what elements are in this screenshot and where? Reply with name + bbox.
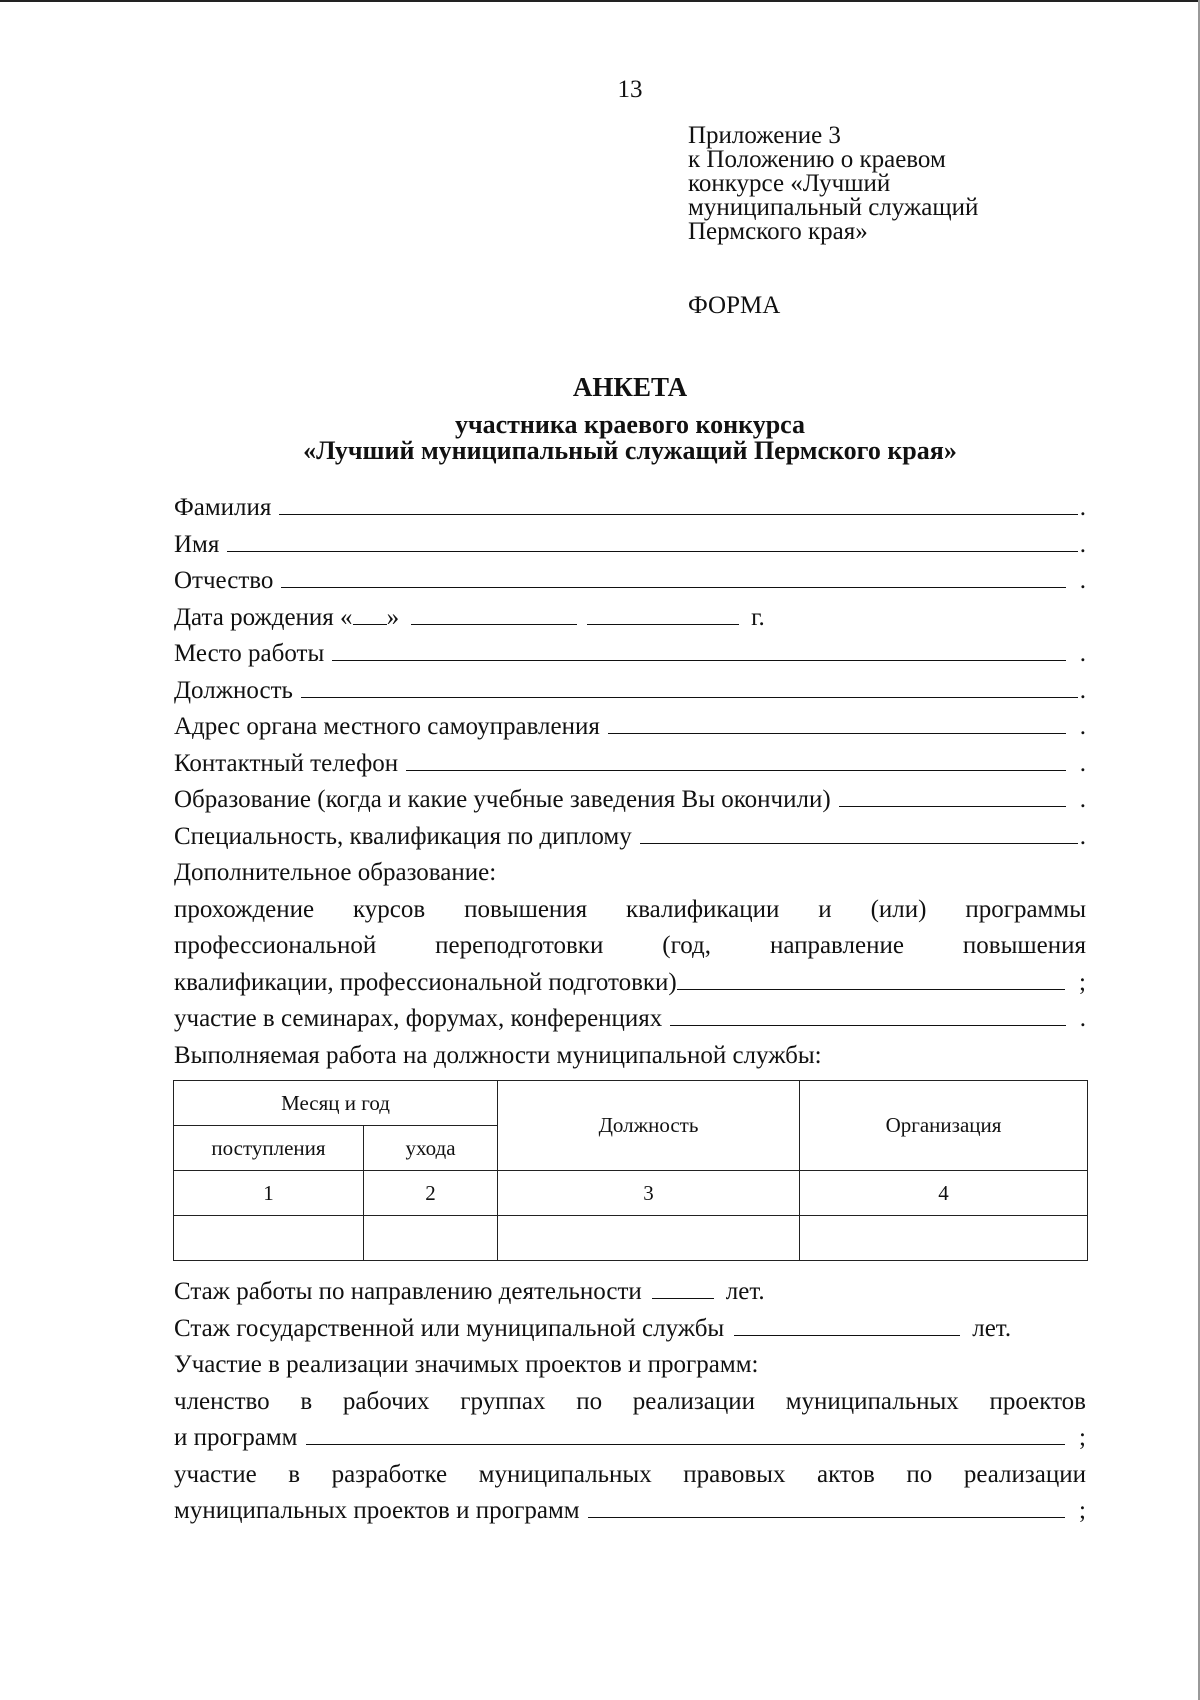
- development-text: [174, 1457, 1086, 1494]
- field-membership[interactable]: [174, 1420, 1086, 1457]
- punct: .: [1079, 494, 1086, 521]
- field-label: Дата рождения «: [174, 603, 353, 631]
- courses-line-3: квалификации, профессиональной подготовки): [174, 968, 677, 996]
- field-patronymic[interactable]: [174, 563, 1086, 600]
- fill-line[interactable]: [281, 565, 1065, 588]
- appendix-note: [688, 124, 1138, 244]
- fill-line[interactable]: [670, 1003, 1065, 1026]
- header-month-year: Месяц и год: [174, 1081, 498, 1126]
- table-cell-empty[interactable]: [364, 1216, 498, 1261]
- table-cell-empty[interactable]: [800, 1216, 1088, 1261]
- appendix-line: конкурсе «Лучший: [688, 170, 891, 197]
- field-label: Стаж работы по направлению деятельности: [174, 1278, 642, 1305]
- field-label: Контактный телефон: [174, 749, 399, 777]
- punct: ;: [1079, 1424, 1086, 1451]
- field-experience-service[interactable]: [174, 1311, 1086, 1348]
- courses-text: [174, 892, 1086, 929]
- fill-line[interactable]: [640, 821, 1078, 844]
- field-seminars[interactable]: [174, 1001, 1086, 1038]
- fill-line[interactable]: [734, 1313, 960, 1336]
- courses-text: [174, 928, 1086, 965]
- field-label: Образование (когда и какие учебные заведения Вы окончили): [174, 786, 831, 813]
- development-line-2: муниципальных проектов и программ: [174, 1497, 580, 1524]
- year-suffix: г.: [751, 603, 765, 631]
- field-education[interactable]: [174, 782, 1086, 819]
- fill-line[interactable]: [608, 711, 1066, 734]
- punct: .: [1079, 786, 1086, 813]
- membership-line-2: и программ: [174, 1424, 298, 1451]
- column-number: 1: [174, 1171, 364, 1216]
- subtitle-line-1: участника краевого конкурса: [454, 410, 806, 439]
- work-performed-heading: [174, 1038, 1086, 1075]
- table-cell-empty[interactable]: [498, 1216, 800, 1261]
- table-cell-empty[interactable]: [174, 1216, 364, 1261]
- fill-line[interactable]: [227, 529, 1077, 552]
- column-number: 3: [498, 1171, 800, 1216]
- month-blank[interactable]: [411, 602, 577, 625]
- field-label: Отчество: [174, 567, 274, 594]
- fill-line[interactable]: [306, 1422, 1066, 1445]
- field-label: Адрес органа местного самоуправления: [174, 713, 600, 740]
- fill-line[interactable]: [279, 492, 1077, 515]
- punct: .: [1079, 567, 1086, 594]
- punct: .: [1079, 713, 1086, 740]
- form-label: ФОРМА: [688, 292, 781, 319]
- field-label: Должность: [174, 676, 293, 704]
- fill-line[interactable]: [332, 638, 1065, 661]
- appendix-line: к Положению о краевом: [688, 146, 946, 173]
- additional-education-heading: [174, 855, 1086, 892]
- membership-line-1: членство в рабочих группах по реализации муниципальных проектов: [174, 1387, 1086, 1415]
- fill-line[interactable]: [588, 1495, 1065, 1518]
- years-suffix: лет.: [972, 1314, 1012, 1342]
- fill-line[interactable]: [406, 748, 1066, 771]
- fill-line[interactable]: [301, 675, 1078, 698]
- field-position[interactable]: [174, 673, 1086, 710]
- membership-text: [174, 1384, 1086, 1421]
- field-label: Участие в реализации значимых проектов и программ:: [174, 1351, 759, 1378]
- punct: .: [1079, 749, 1086, 777]
- field-workplace[interactable]: [174, 636, 1086, 673]
- day-blank[interactable]: [353, 602, 387, 625]
- fill-line[interactable]: [652, 1276, 714, 1299]
- appendix-line: муниципальный служащий: [688, 194, 979, 221]
- year-blank[interactable]: [587, 602, 739, 625]
- header-leave: ухода: [364, 1126, 498, 1171]
- header-organization: Организация: [800, 1081, 1088, 1171]
- field-phone[interactable]: [174, 746, 1086, 783]
- work-history-table: [173, 1080, 1088, 1261]
- field-label: Выполняемая работа на должности муниципальной службы:: [174, 1041, 822, 1069]
- field-label: Специальность, квалификация по диплому: [174, 822, 632, 850]
- field-address[interactable]: [174, 709, 1086, 746]
- field-label: Имя: [174, 530, 220, 558]
- column-number: 2: [364, 1171, 498, 1216]
- quote-close: »: [386, 603, 400, 631]
- field-label: Фамилия: [174, 494, 272, 521]
- field-birth-date[interactable]: [174, 600, 1086, 637]
- field-development[interactable]: [174, 1493, 1086, 1530]
- experience-fields: [174, 1274, 1086, 1530]
- punct: .: [1079, 676, 1086, 704]
- years-suffix: лет.: [725, 1278, 765, 1305]
- header-entry: поступления: [174, 1126, 364, 1171]
- page-number: 13: [617, 76, 643, 103]
- punct: .: [1079, 640, 1086, 667]
- appendix-line: Пермского края»: [688, 218, 868, 245]
- field-courses[interactable]: [174, 965, 1086, 1002]
- development-line-1: участие в разработке муниципальных правовых актов по реализации: [174, 1460, 1086, 1488]
- column-number: 4: [800, 1171, 1088, 1216]
- form-fields: [174, 490, 1086, 1074]
- punct: ;: [1079, 1497, 1086, 1524]
- fill-line[interactable]: [677, 967, 1065, 990]
- courses-line-2: профессиональной переподготовки (год, направление повышения: [174, 932, 1086, 959]
- field-name[interactable]: [174, 527, 1086, 564]
- fill-line[interactable]: [839, 784, 1066, 807]
- page-subtitle: [174, 412, 1086, 464]
- header-position: Должность: [498, 1081, 800, 1171]
- punct: ;: [1079, 968, 1086, 996]
- scan-border-top: [0, 0, 1200, 2]
- punct: .: [1079, 1005, 1086, 1032]
- appendix-line: Приложение 3: [688, 122, 841, 149]
- courses-line-1: прохождение курсов повышения квалификации и (или) программы: [174, 895, 1086, 923]
- field-label: Место работы: [174, 640, 325, 667]
- field-surname[interactable]: [174, 490, 1086, 527]
- projects-heading: [174, 1347, 1086, 1384]
- field-label: Стаж государственной или муниципальной службы: [174, 1314, 725, 1342]
- field-label: Дополнительное образование:: [174, 859, 497, 886]
- field-speciality[interactable]: [174, 819, 1086, 856]
- page-title: АНКЕТА: [572, 372, 688, 402]
- field-experience-direction[interactable]: [174, 1274, 1086, 1311]
- punct: .: [1079, 530, 1086, 558]
- punct: .: [1079, 822, 1086, 850]
- field-label: участие в семинарах, форумах, конференциях: [174, 1005, 663, 1032]
- subtitle-line-2: «Лучший муниципальный служащий Пермского края»: [303, 436, 957, 465]
